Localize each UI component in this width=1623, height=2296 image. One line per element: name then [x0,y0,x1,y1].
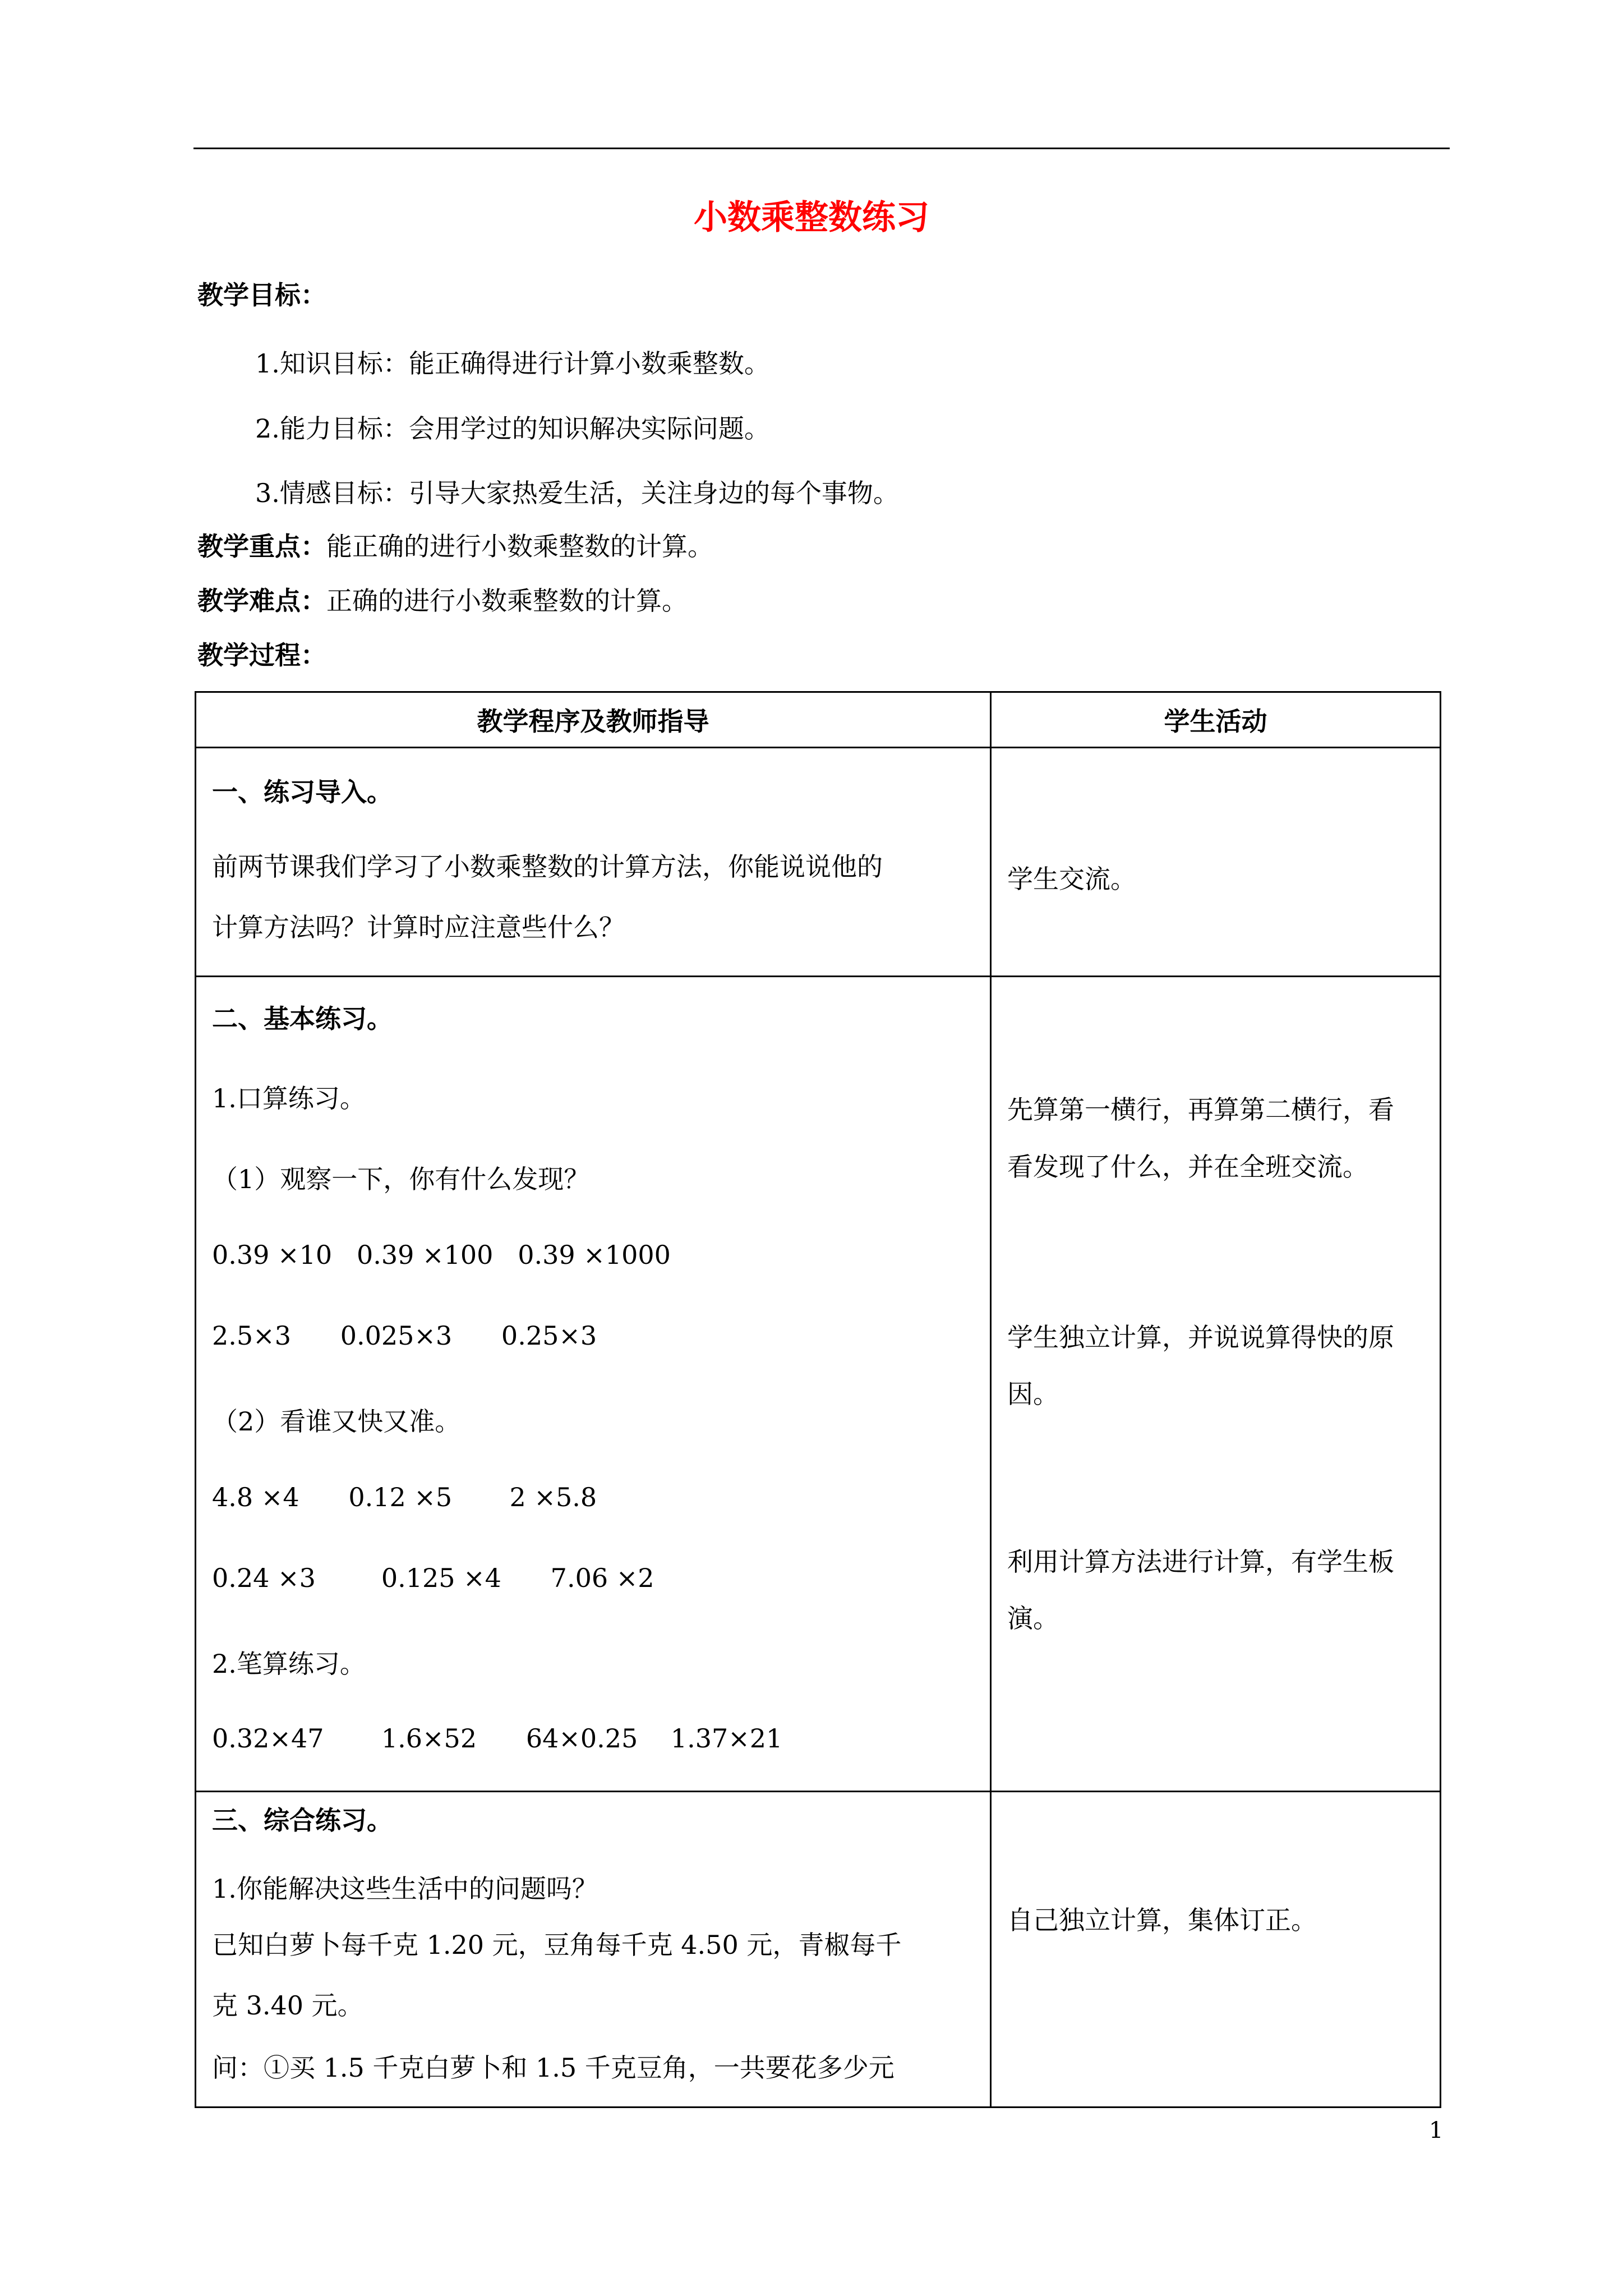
section2-student: 学生独立计算，并说说算得快的原 [1007,1322,1394,1352]
objective-3: 3.情感目标：引导大家热爱生活，关注身边的每个事物。 [255,478,899,508]
header-rule [193,148,1450,149]
section3-student: 自己独立计算，集体订正。 [1007,1905,1317,1935]
section2-line: （2）看谁又快又准。 [212,1406,461,1437]
objective-1: 1.知识目标：能正确得进行计算小数乘整数。 [255,348,770,379]
table-row [196,977,1441,1792]
difficulty-label: 教学难点： [197,586,326,616]
section2-student: 利用计算方法进行计算，有学生板 [1007,1547,1394,1577]
objective-2: 2.能力目标：会用学过的知识解决实际问题。 [255,413,770,444]
section3-line: 问：①买 1.5 千克白萝卜和 1.5 千克豆角，一共要花多少元 [212,2053,895,2083]
section2-line: 2.笔算练习。 [212,1649,366,1679]
table-row [196,1792,1441,2108]
section1-line: 计算方法吗？计算时应注意些什么？ [212,912,625,942]
section2-line: 1.口算练习。 [212,1083,366,1114]
difficulty [197,581,688,618]
key-point-label: 教学重点： [197,531,326,562]
table-header-row [196,692,1441,748]
section2-student: 看发现了什么，并在全班交流。 [1007,1152,1368,1182]
section2-line: 4.8 ×4 0.12 ×5 2 ×5.8 [212,1482,597,1512]
key-point [197,526,713,563]
section1-line: 前两节课我们学习了小数乘整数的计算方法，你能说说他的 [212,852,883,882]
section3-line: 1.你能解决这些生活中的问题吗？ [212,1874,598,1904]
section2-line: （1）观察一下，你有什么发现？ [212,1164,590,1194]
difficulty-text: 正确的进行小数乘整数的计算。 [326,586,688,616]
key-point-text: 能正确的进行小数乘整数的计算。 [326,531,713,562]
section2-line: 2.5×3 0.025×3 0.25×3 [212,1320,597,1351]
section1-student: 学生交流。 [1007,864,1136,894]
section3-line: 克 3.40 元。 [212,1990,363,2021]
header-student: 学生活动 [991,692,1441,748]
objectives-heading: 教学目标： [197,280,326,310]
section2-title: 二、基本练习。 [212,1004,393,1034]
page-number: 1 [1429,2118,1444,2143]
section3-line: 已知白萝卜每千克 1.20 元，豆角每千克 4.50 元，青椒每千 [212,1930,902,1960]
page-title: 小数乘整数练习 [694,198,929,237]
section3-title: 三、综合练习。 [212,1805,393,1835]
header-teacher: 教学程序及教师指导 [196,692,991,748]
process-heading: 教学过程： [197,640,326,670]
section2-student: 因。 [1007,1379,1059,1409]
section2-line: 0.39 ×10 0.39 ×100 0.39 ×1000 [212,1240,671,1270]
table-row [196,748,1441,977]
section2-student: 演。 [1007,1603,1059,1634]
section1-title: 一、练习导入。 [212,777,393,807]
section2-student: 先算第一横行，再算第二横行，看 [1007,1094,1394,1125]
section2-line: 0.32×47 1.6×52 64×0.25 1.37×21 [212,1723,783,1754]
process-table [195,691,1441,2108]
section2-line: 0.24 ×3 0.125 ×4 7.06 ×2 [212,1563,654,1593]
